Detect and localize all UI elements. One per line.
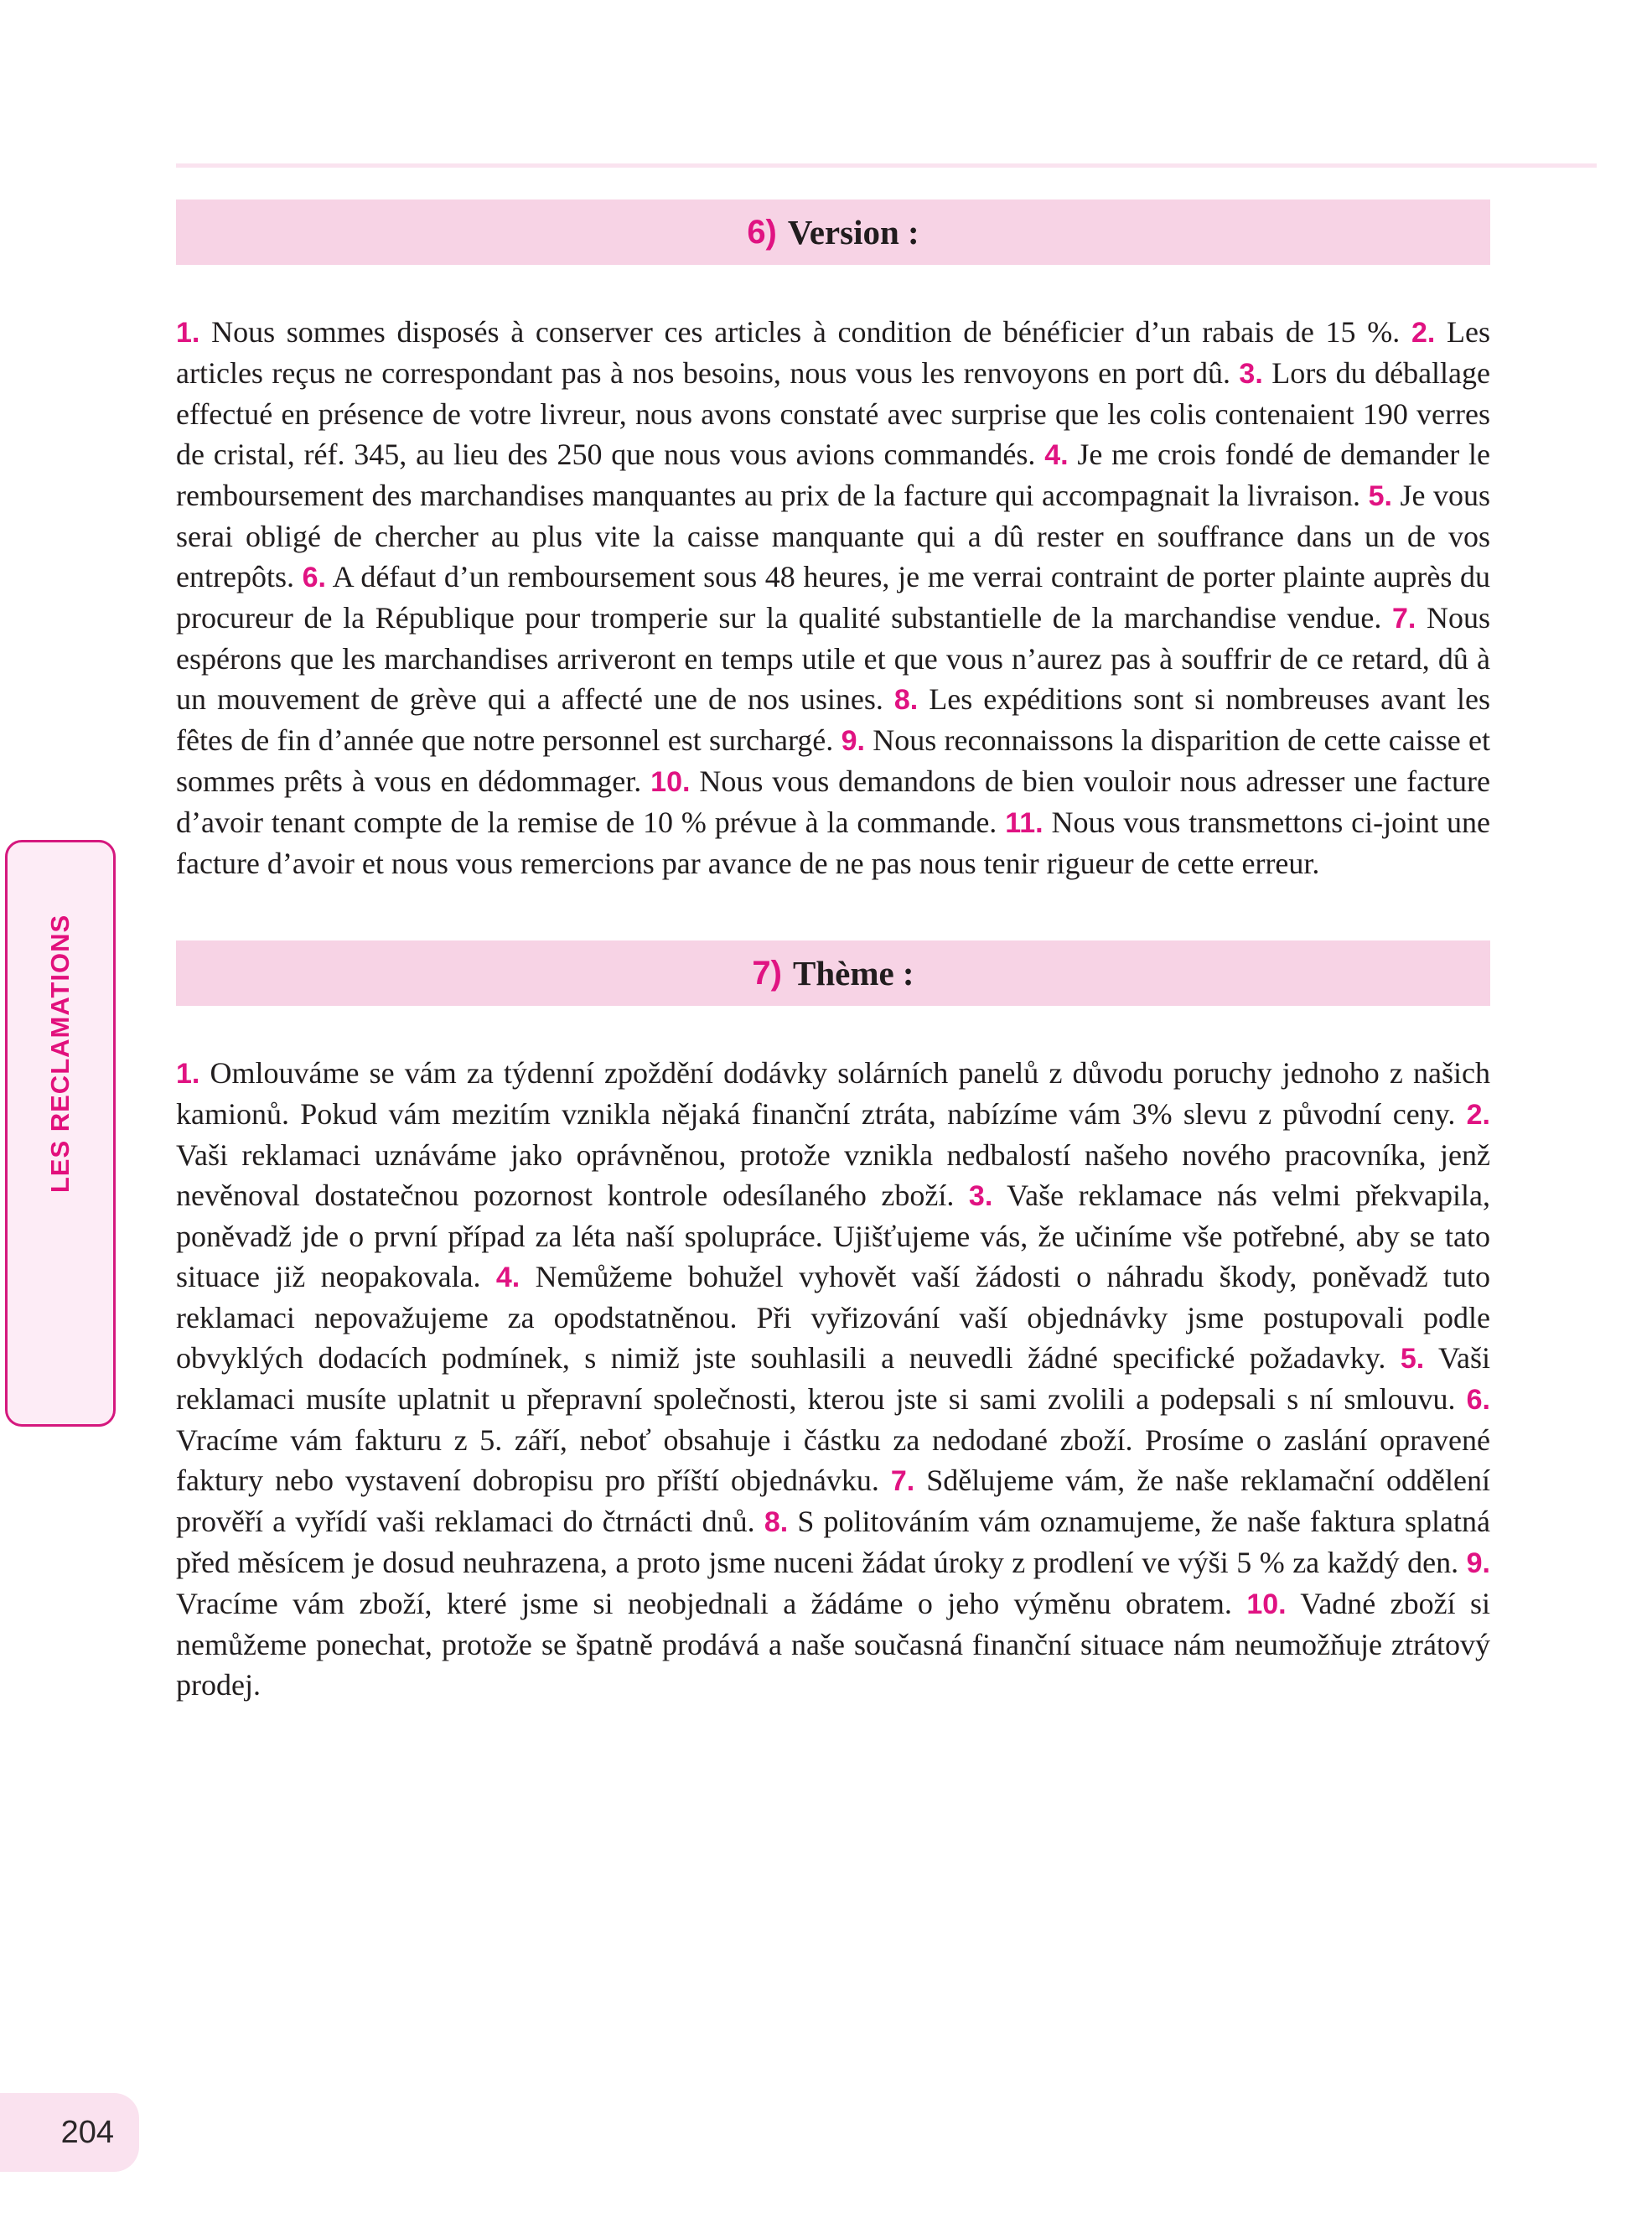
item-number: 9. [1466,1547,1490,1579]
section-header-theme [176,940,1490,1006]
item-number: 6. [302,562,326,593]
item-number: 7. [1392,603,1416,635]
item-number: 2. [1466,1099,1490,1131]
item-number: 3. [968,1180,993,1212]
item-number: 3. [1239,358,1263,390]
top-rule [176,163,1597,168]
item-number: 11. [1005,807,1044,839]
chapter-sidebar-label: LES RECLAMATIONS [45,914,75,1194]
item-number: 6. [1466,1384,1490,1416]
item-number: 2. [1411,317,1436,349]
page-number-badge [0,2093,139,2172]
item-number: 9. [841,725,865,757]
section-title: Thème : [792,954,914,992]
section-title: Version : [787,213,919,251]
item-number: 5. [1368,480,1392,512]
item-number: 1. [176,317,200,349]
page-number: 204 [60,2114,114,2150]
item-number: 4. [1044,439,1069,471]
item-number: 4. [495,1262,520,1293]
item-number: 10. [650,766,691,798]
section-number: 6) [747,213,777,251]
version-exercise-text: 1. Nous sommes disposés à conserver ces articles à condition de bénéficier d’un rabais de 15 %. 2. Les articles reçus ne correspondant pas à nos besoins, nous vous les renvoyons en port dû. 3. Lors du déballage effectué en présence de votre livreur, nous avons constaté avec surprise que les colis contenaient 190 verres de cristal, réf. 345, au lieu des 250 que nous vous avions commandés. 4. Je me crois fondé de demander le remboursement des marchandises manquantes au prix de la facture qui accompagnait la livraison. 5. Je vous serai obligé de chercher au plus vite la caisse manquante qui a dû rester en souffrance dans un de vos entrepôts. 6. A défaut d’un remboursement sous 48 heures, je me verrai contraint de porter plainte auprès du procureur de la République pour tromperie sur la qualité substantielle de la marchandise vendue. 7. Nous espérons que les marchandises arriveront en temps utile et que vous n’aurez pas à souffrir de ce retard, dû à un mouvement de grève qui a affecté une de nos usines. 8. Les expéditions sont si nombreuses avant les fêtes de fin d’année que notre personnel est surchargé. 9. Nous reconnaissons la disparition de cette caisse et sommes prêts à vous en dédommager. 10. Nous vous demandons de bien vouloir nous adresser une facture d’avoir tenant compte de la remise de 10 % prévue à la commande. 11. Nous vous transmettons ci-joint une facture d’avoir et nous vous remercions par avance de ne pas nous tenir rigueur de cette erreur. [176,315,1491,880]
item-number: 7. [890,1465,915,1497]
chapter-sidebar-tab [5,840,116,1427]
theme-exercise-text: 1. Omlouváme se vám za týdenní zpoždění dodávky solárních panelů z důvodu poruchy jednoho z našich kamionů. Pokud vám mezitím vznikla nějaká finanční ztráta, nabízíme vám 3% slevu z původní ceny. 2. Vaši reklamaci uznáváme jako oprávněnou, protože vznikla nedbalostí našeho nového pracovníka, jenž nevěnoval dostatečnou pozornost kontrole odesílaného zboží. 3. Vaše reklamace nás velmi překvapila, poněvadž jde o první případ za léta naší spolupráce. Ujišťujeme vás, že učiníme vše potřebné, aby se tato situace již neopakovala. 4. Nemůžeme bohužel vyhovět vaší žádosti o náhradu škody, poněvadž tuto reklamaci nepovažujeme za opodstatněnou. Při vyřizování vaší objednávky jsme postupovali podle obvyklých dodacích podmínek, s nimiž jste souhlasili a neuvedli žádné specifické požadavky. 5. Vaši reklamaci musíte uplatnit u přepravní společnosti, kterou jste si sami zvolili a podepsali s ní smlouvu. 6. Vracíme vám fakturu z 5. září, neboť obsahuje i částku za nedodané zboží. Prosíme o zaslání opravené faktury nebo vystavení dobropisu pro příští objednávku. 7. Sdělujeme vám, že naše reklamační oddělení prověří a vyřídí vaši reklamaci do čtrnácti dnů. 8. S politováním vám oznamujeme, že naše faktura splatná před měsícem je dosud neuhrazena, a proto jsme nuceni žádat úroky z prodlení ve výši 5 % za každý den. 9. Vracíme vám zboží, které jsme si neobjednali a žádáme o jeho výměnu obratem. 10. Vadné zboží si nemůžeme ponechat, protože se špatně prodává a naše současná finanční situace nám neumožňuje ztrátový prodej. [176,1056,1491,1702]
section-number: 7) [752,954,782,992]
item-number: 10. [1246,1588,1287,1620]
item-number: 8. [764,1506,789,1538]
section-header-version [176,199,1490,265]
item-number: 5. [1400,1343,1425,1375]
item-number: 8. [893,684,919,716]
item-number: 1. [176,1058,200,1090]
